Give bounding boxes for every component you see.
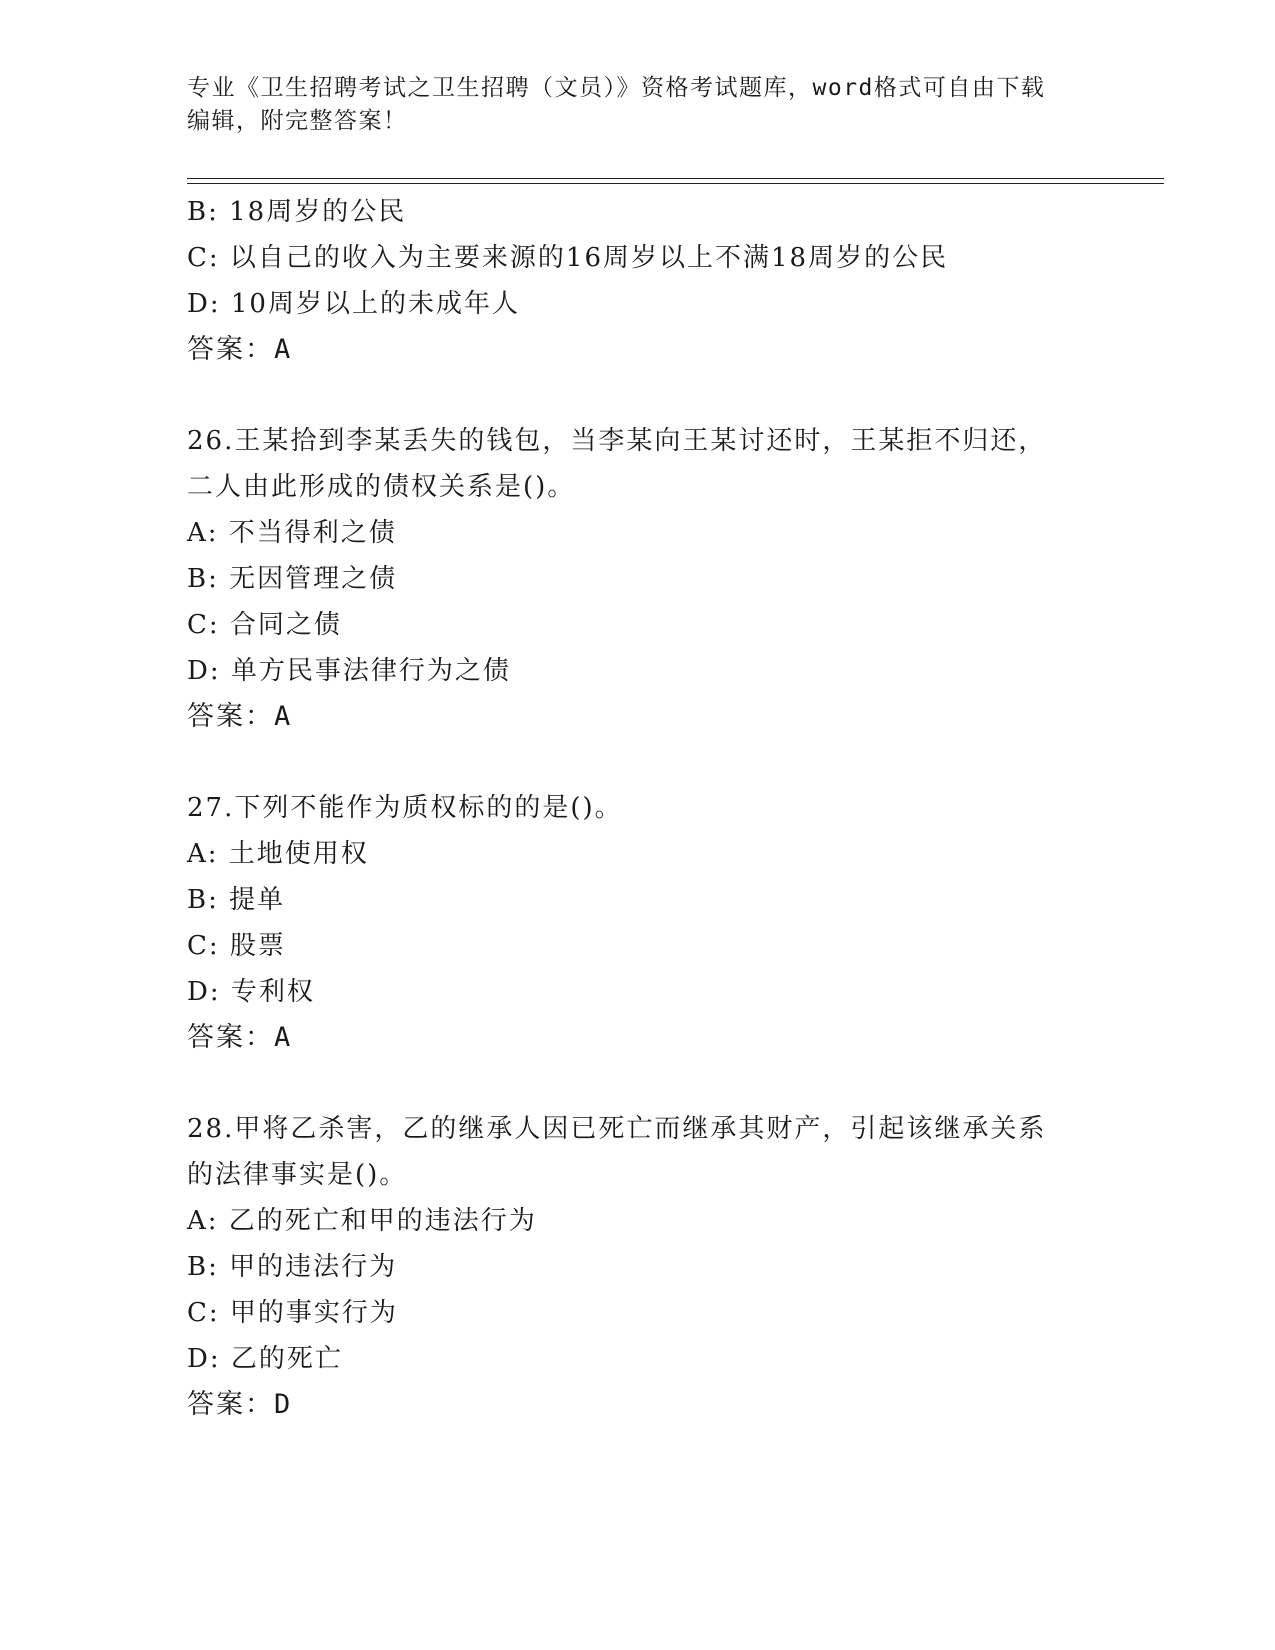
option-a: A: 不当得利之债	[187, 518, 397, 548]
option-d: D: 单方民事法律行为之债	[187, 656, 511, 686]
option-d: D: 10周岁以上的未成年人	[187, 289, 520, 319]
option-b: B: 无因管理之债	[187, 564, 398, 594]
option-a: A: 土地使用权	[187, 839, 369, 869]
question-stem-line: 27.下列不能作为质权标的的是()。	[187, 793, 623, 823]
answer-value: A	[274, 701, 293, 732]
option-c: C: 合同之债	[187, 610, 342, 640]
answer-label: 答案：	[187, 1022, 274, 1053]
spacer	[187, 373, 1087, 418]
answer-value: A	[274, 334, 293, 365]
spacer	[187, 740, 1087, 785]
answer-label: 答案：	[187, 701, 274, 732]
question-stem-line: 28.甲将乙杀害，乙的继承人因已死亡而继承其财产，引起该继承关系	[187, 1114, 1047, 1144]
question-list	[187, 189, 1087, 1428]
header-line-2: 编辑，附完整答案！	[187, 108, 408, 134]
option-b: B: 甲的违法行为	[187, 1252, 398, 1282]
answer-label: 答案：	[187, 334, 274, 365]
document-header	[187, 72, 1087, 138]
option-c: C: 以自己的收入为主要来源的16周岁以上不满18周岁的公民	[187, 243, 949, 273]
header-line-1: 专业《卫生招聘考试之卫生招聘（文员）》资格考试题库，word格式可自由下载	[187, 75, 1046, 101]
question-stem-line: 二人由此形成的债权关系是()。	[187, 472, 576, 502]
question-25-tail	[187, 189, 1087, 373]
question-26	[187, 418, 1087, 740]
answer-line	[187, 1382, 1087, 1428]
header-divider-top	[187, 178, 1164, 179]
option-c: C: 股票	[187, 931, 286, 961]
option-d: D: 专利权	[187, 977, 315, 1007]
answer-line	[187, 327, 1087, 373]
answer-line	[187, 1015, 1087, 1061]
header-divider-bottom	[187, 183, 1164, 184]
answer-line	[187, 694, 1087, 740]
option-a: A: 乙的死亡和甲的违法行为	[187, 1206, 537, 1236]
question-28	[187, 1106, 1087, 1428]
option-d: D: 乙的死亡	[187, 1344, 343, 1374]
spacer	[187, 1061, 1087, 1106]
question-27	[187, 785, 1087, 1061]
question-stem-line: 的法律事实是()。	[187, 1160, 408, 1190]
answer-value: A	[274, 1022, 293, 1053]
answer-label: 答案：	[187, 1389, 274, 1420]
option-c: C: 甲的事实行为	[187, 1298, 398, 1328]
answer-value: D	[274, 1389, 293, 1420]
option-b: B: 提单	[187, 885, 286, 915]
option-b: B: 18周岁的公民	[187, 197, 407, 227]
question-stem-line: 26.王某拾到李某丢失的钱包，当李某向王某讨还时，王某拒不归还，	[187, 426, 1047, 456]
